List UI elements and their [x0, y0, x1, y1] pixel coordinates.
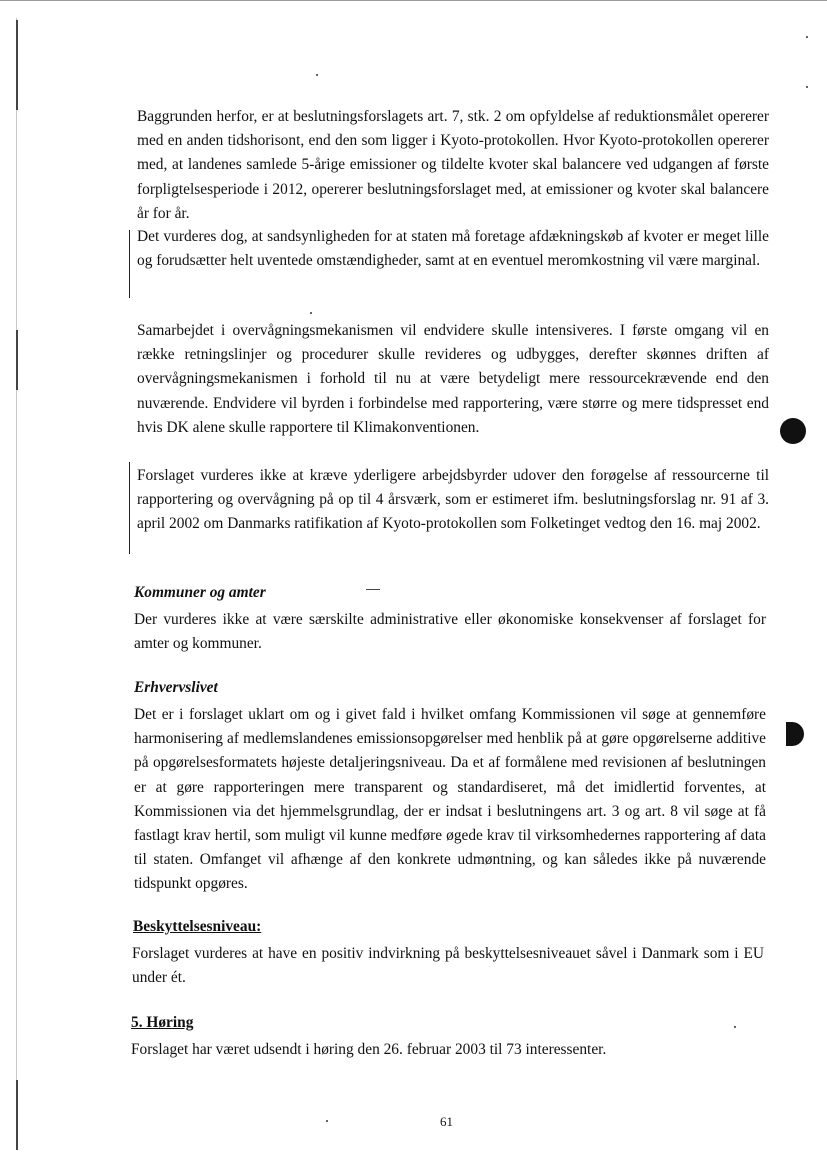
heading-kommuner-og-amter: Kommuner og amter	[134, 584, 266, 601]
paragraph-reduction-target: Baggrunden herfor, er at beslutningsforslagets art. 7, stk. 2 om opfyldelse af reduktionsmålet opererer med en anden tidshorisont, end den som ligger i Kyoto-protokollen. Hvor Kyoto-protokollen opererer med, at landenes samlede 5-årige emissioner og tildelte kvoter skal balancere ved udgangen af første forpligtelsesperiode i 2012, opererer beslutningsforslaget med, at emissioner og kvoter skal balancere år for år.	[137, 108, 769, 222]
paragraph-beskyttelsesniveau: Forslaget vurderes at have en positiv indvirkning på beskyttelsesniveauet såvel i Danmark som i EU under ét.	[132, 945, 764, 987]
page-number: 61	[440, 1114, 453, 1129]
scan-speck	[310, 312, 312, 314]
paragraph-horing: Forslaget har været udsendt i høring den 26. februar 2003 til 73 interessenter.	[131, 1041, 607, 1058]
paragraph-erhvervslivet: Det er i forslaget uklart om og i givet fald i hvilket omfang Kommissionen vil søge at gennemføre harmonisering af medlemslandenes emissionsopgørelser med henblik på at gøre opgørelserne additive på opgørelsesformatets højeste detaljeringsniveau. Da et af formålene med revisionen af beslutningen er at gøre rapporteringen mere transparent og standardiseret, må det imidlertid forventes, at Kommissionen via det hjemmelsgrundlag, der er indsat i beslutningens art. 3 og art. 8 vil søge at få fastlagt krav hertil, som muligt vil kunne medføre øgede krav til virksomhedernes rapportering af data til staten. Omfanget vil afhænge af den konkrete udmøntning, og kan således ikke på nuværende tidspunkt opgøres.	[134, 706, 766, 893]
binder-hole-mark	[780, 418, 806, 444]
paragraph-hedging-purchases: Det vurderes dog, at sandsynligheden for at staten må foretage afdækningskøb af kvoter er meget lille og forudsætter helt uventede omstændigheder, samt at en eventuel meromkostning vil være marginal.	[137, 228, 769, 270]
heading-horing: 5. Høring	[131, 1014, 194, 1031]
scan-speck	[806, 86, 808, 88]
paragraph-workload: Forslaget vurderes ikke at kræve yderligere arbejdsbyrder udover den forøgelse af ressourcerne til rapportering og overvågning på op til 4 årsværk, som er estimeret ifm. beslutningsforslag nr. 91 af 3. april 2002 om Danmarks ratifikation af Kyoto-protokollen som Folketinget vedtog den 16. maj 2002.	[137, 467, 769, 533]
scan-speck	[316, 74, 318, 76]
scan-edge-top	[0, 0, 827, 1]
scan-speck	[734, 1026, 736, 1028]
scan-speck	[806, 36, 808, 38]
revision-bar	[129, 462, 130, 554]
revision-bar	[129, 230, 130, 298]
scan-dash	[366, 589, 380, 590]
heading-beskyttelsesniveau: Beskyttelsesniveau:	[133, 918, 262, 935]
heading-erhvervslivet: Erhvervslivet	[134, 679, 218, 696]
paragraph-monitoring-mechanism: Samarbejdet i overvågningsmekanismen vil endvidere skulle intensiveres. I første omgang vil en række retningslinjer og procedurer skulle revideres og udbygges, derefter skønnes driften af overvågningsmekanismen i forhold til nu at være betydeligt mere ressourcekrævende end den nuværende. Endvidere vil byrden i forbindelse med rapportering, være større og mere tidspresset end hvis DK alene skulle rapportere til Klimakonventionen.	[137, 322, 769, 436]
scan-edge-left-mark	[16, 330, 18, 390]
scan-edge-left-mark	[16, 20, 18, 110]
paragraph-kommuner-og-amter: Der vurderes ikke at være særskilte administrative eller økonomiske konsekvenser af forslaget for amter og kommuner.	[134, 611, 766, 653]
scan-edge-left	[16, 18, 17, 1148]
scan-edge-left-mark	[16, 1080, 18, 1150]
binder-hole-mark	[786, 722, 804, 746]
scan-speck	[326, 1120, 328, 1122]
